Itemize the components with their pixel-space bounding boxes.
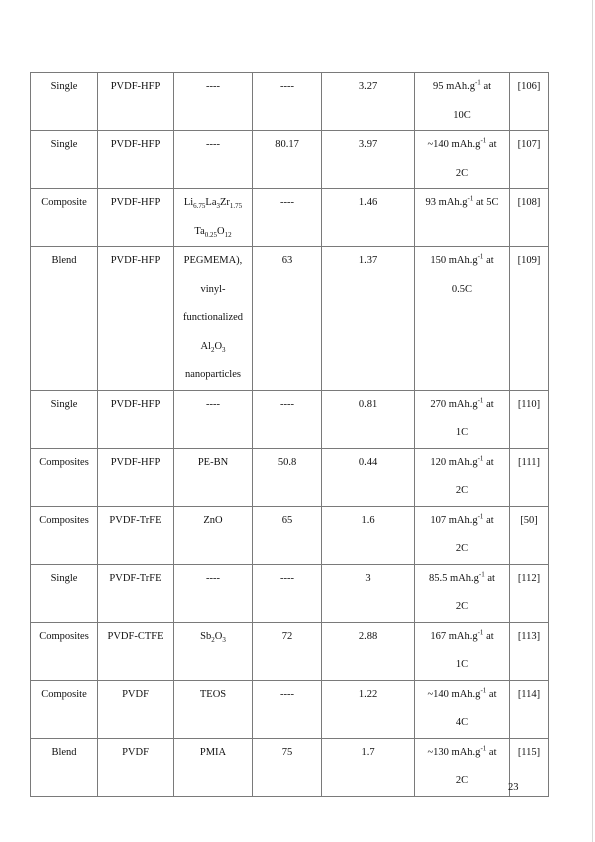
capacity-cell: 85.5 $mAh.g^{-1}$ at 2C xyxy=(415,564,510,622)
uptake-cell: 72 xyxy=(253,622,322,680)
capacity-cell: 93 $mAh.g^{-1}$ at 5C xyxy=(415,189,510,247)
filler-cell: TEOS xyxy=(174,680,253,738)
capacity-cell: ~140 $mAh.g^{-1}$ at 4C xyxy=(415,680,510,738)
uptake-cell: ---- xyxy=(253,73,322,131)
conductivity-cell: 2.88 xyxy=(322,622,415,680)
table-row xyxy=(31,680,549,738)
page-number: 23 xyxy=(508,782,519,793)
capacity-cell: 270 $mAh.g^{-1}$ at 1C xyxy=(415,390,510,448)
capacity-cell: 120 $mAh.g^{-1}$ at 2C xyxy=(415,448,510,506)
uptake-cell: 63 xyxy=(253,247,322,391)
conductivity-cell: 1.6 xyxy=(322,506,415,564)
capacity-cell: ~140 $mAh.g^{-1}$ at 2C xyxy=(415,131,510,189)
uptake-cell: ---- xyxy=(253,680,322,738)
capacity-cell: 150 $mAh.g^{-1}$ at 0.5C xyxy=(415,247,510,391)
uptake-cell: ---- xyxy=(253,564,322,622)
filler-cell: $Li_{6.75}La_3Zr_{1.75}$ $Ta_{0.25}O_{12}$ xyxy=(174,189,253,247)
type-cell: Single xyxy=(31,390,98,448)
conductivity-cell: 0.44 xyxy=(322,448,415,506)
polymer-cell: PVDF-TrFE xyxy=(98,564,174,622)
polymer-cell: PVDF-HFP xyxy=(98,390,174,448)
filler-cell: ZnO xyxy=(174,506,253,564)
conductivity-cell: 1.7 xyxy=(322,738,415,796)
polymer-cell: PVDF-HFP xyxy=(98,247,174,391)
type-cell: Composite xyxy=(31,680,98,738)
table-row xyxy=(31,448,549,506)
polymer-cell: PVDF xyxy=(98,680,174,738)
conductivity-cell: 1.22 xyxy=(322,680,415,738)
filler-cell: $Sb_2O_3$ xyxy=(174,622,253,680)
ref-cell: [108] xyxy=(510,189,549,247)
capacity-cell: 107 $mAh.g^{-1}$ at 2C xyxy=(415,506,510,564)
polymer-cell: PVDF-HFP xyxy=(98,448,174,506)
ref-cell: [112] xyxy=(510,564,549,622)
conductivity-cell: 1.46 xyxy=(322,189,415,247)
polymer-cell: PVDF-HFP xyxy=(98,189,174,247)
polymer-cell: PVDF-HFP xyxy=(98,131,174,189)
conductivity-cell: 0.81 xyxy=(322,390,415,448)
ref-cell: [110] xyxy=(510,390,549,448)
data-table xyxy=(30,72,549,797)
table-row xyxy=(31,73,549,131)
uptake-cell: ---- xyxy=(253,390,322,448)
table-row xyxy=(31,738,549,796)
table-row xyxy=(31,131,549,189)
ref-cell: [114] xyxy=(510,680,549,738)
conductivity-cell: 3.97 xyxy=(322,131,415,189)
ref-cell: [106] xyxy=(510,73,549,131)
type-cell: Composites xyxy=(31,448,98,506)
polymer-cell: PVDF-HFP xyxy=(98,73,174,131)
conductivity-cell: 1.37 xyxy=(322,247,415,391)
capacity-cell: 95 $mAh.g^{-1}$ at 10C xyxy=(415,73,510,131)
type-cell: Composites xyxy=(31,622,98,680)
table-row xyxy=(31,564,549,622)
type-cell: Single xyxy=(31,564,98,622)
filler-cell: PMIA xyxy=(174,738,253,796)
type-cell: Composite xyxy=(31,189,98,247)
ref-cell: [111] xyxy=(510,448,549,506)
filler-cell: ---- xyxy=(174,564,253,622)
filler-cell: ---- xyxy=(174,390,253,448)
filler-cell: PE-BN xyxy=(174,448,253,506)
polymer-cell: PVDF-TrFE xyxy=(98,506,174,564)
polymer-cell: PVDF-CTFE xyxy=(98,622,174,680)
uptake-cell: ---- xyxy=(253,189,322,247)
uptake-cell: 50.8 xyxy=(253,448,322,506)
filler-cell: ---- xyxy=(174,73,253,131)
ref-cell: [109] xyxy=(510,247,549,391)
table-row xyxy=(31,390,549,448)
table-row xyxy=(31,189,549,247)
table-row xyxy=(31,622,549,680)
ref-cell: [107] xyxy=(510,131,549,189)
type-cell: Blend xyxy=(31,738,98,796)
filler-cell: PEGMEMA), vinyl- functionalized $Al_2O_3$ nanoparticles xyxy=(174,247,253,391)
ref-cell: [113] xyxy=(510,622,549,680)
capacity-cell: ~130 $mAh.g^{-1}$ at 2C xyxy=(415,738,510,796)
type-cell: Single xyxy=(31,73,98,131)
filler-cell: ---- xyxy=(174,131,253,189)
uptake-cell: 65 xyxy=(253,506,322,564)
type-cell: Composites xyxy=(31,506,98,564)
uptake-cell: 80.17 xyxy=(253,131,322,189)
capacity-cell: 167 $mAh.g^{-1}$ at 1C xyxy=(415,622,510,680)
uptake-cell: 75 xyxy=(253,738,322,796)
polymer-cell: PVDF xyxy=(98,738,174,796)
table-row xyxy=(31,247,549,391)
page-edge-line xyxy=(592,0,593,842)
ref-cell: [115] xyxy=(510,738,549,796)
conductivity-cell: 3 xyxy=(322,564,415,622)
conductivity-cell: 3.27 xyxy=(322,73,415,131)
table-row xyxy=(31,506,549,564)
type-cell: Blend xyxy=(31,247,98,391)
type-cell: Single xyxy=(31,131,98,189)
ref-cell: [50] xyxy=(510,506,549,564)
